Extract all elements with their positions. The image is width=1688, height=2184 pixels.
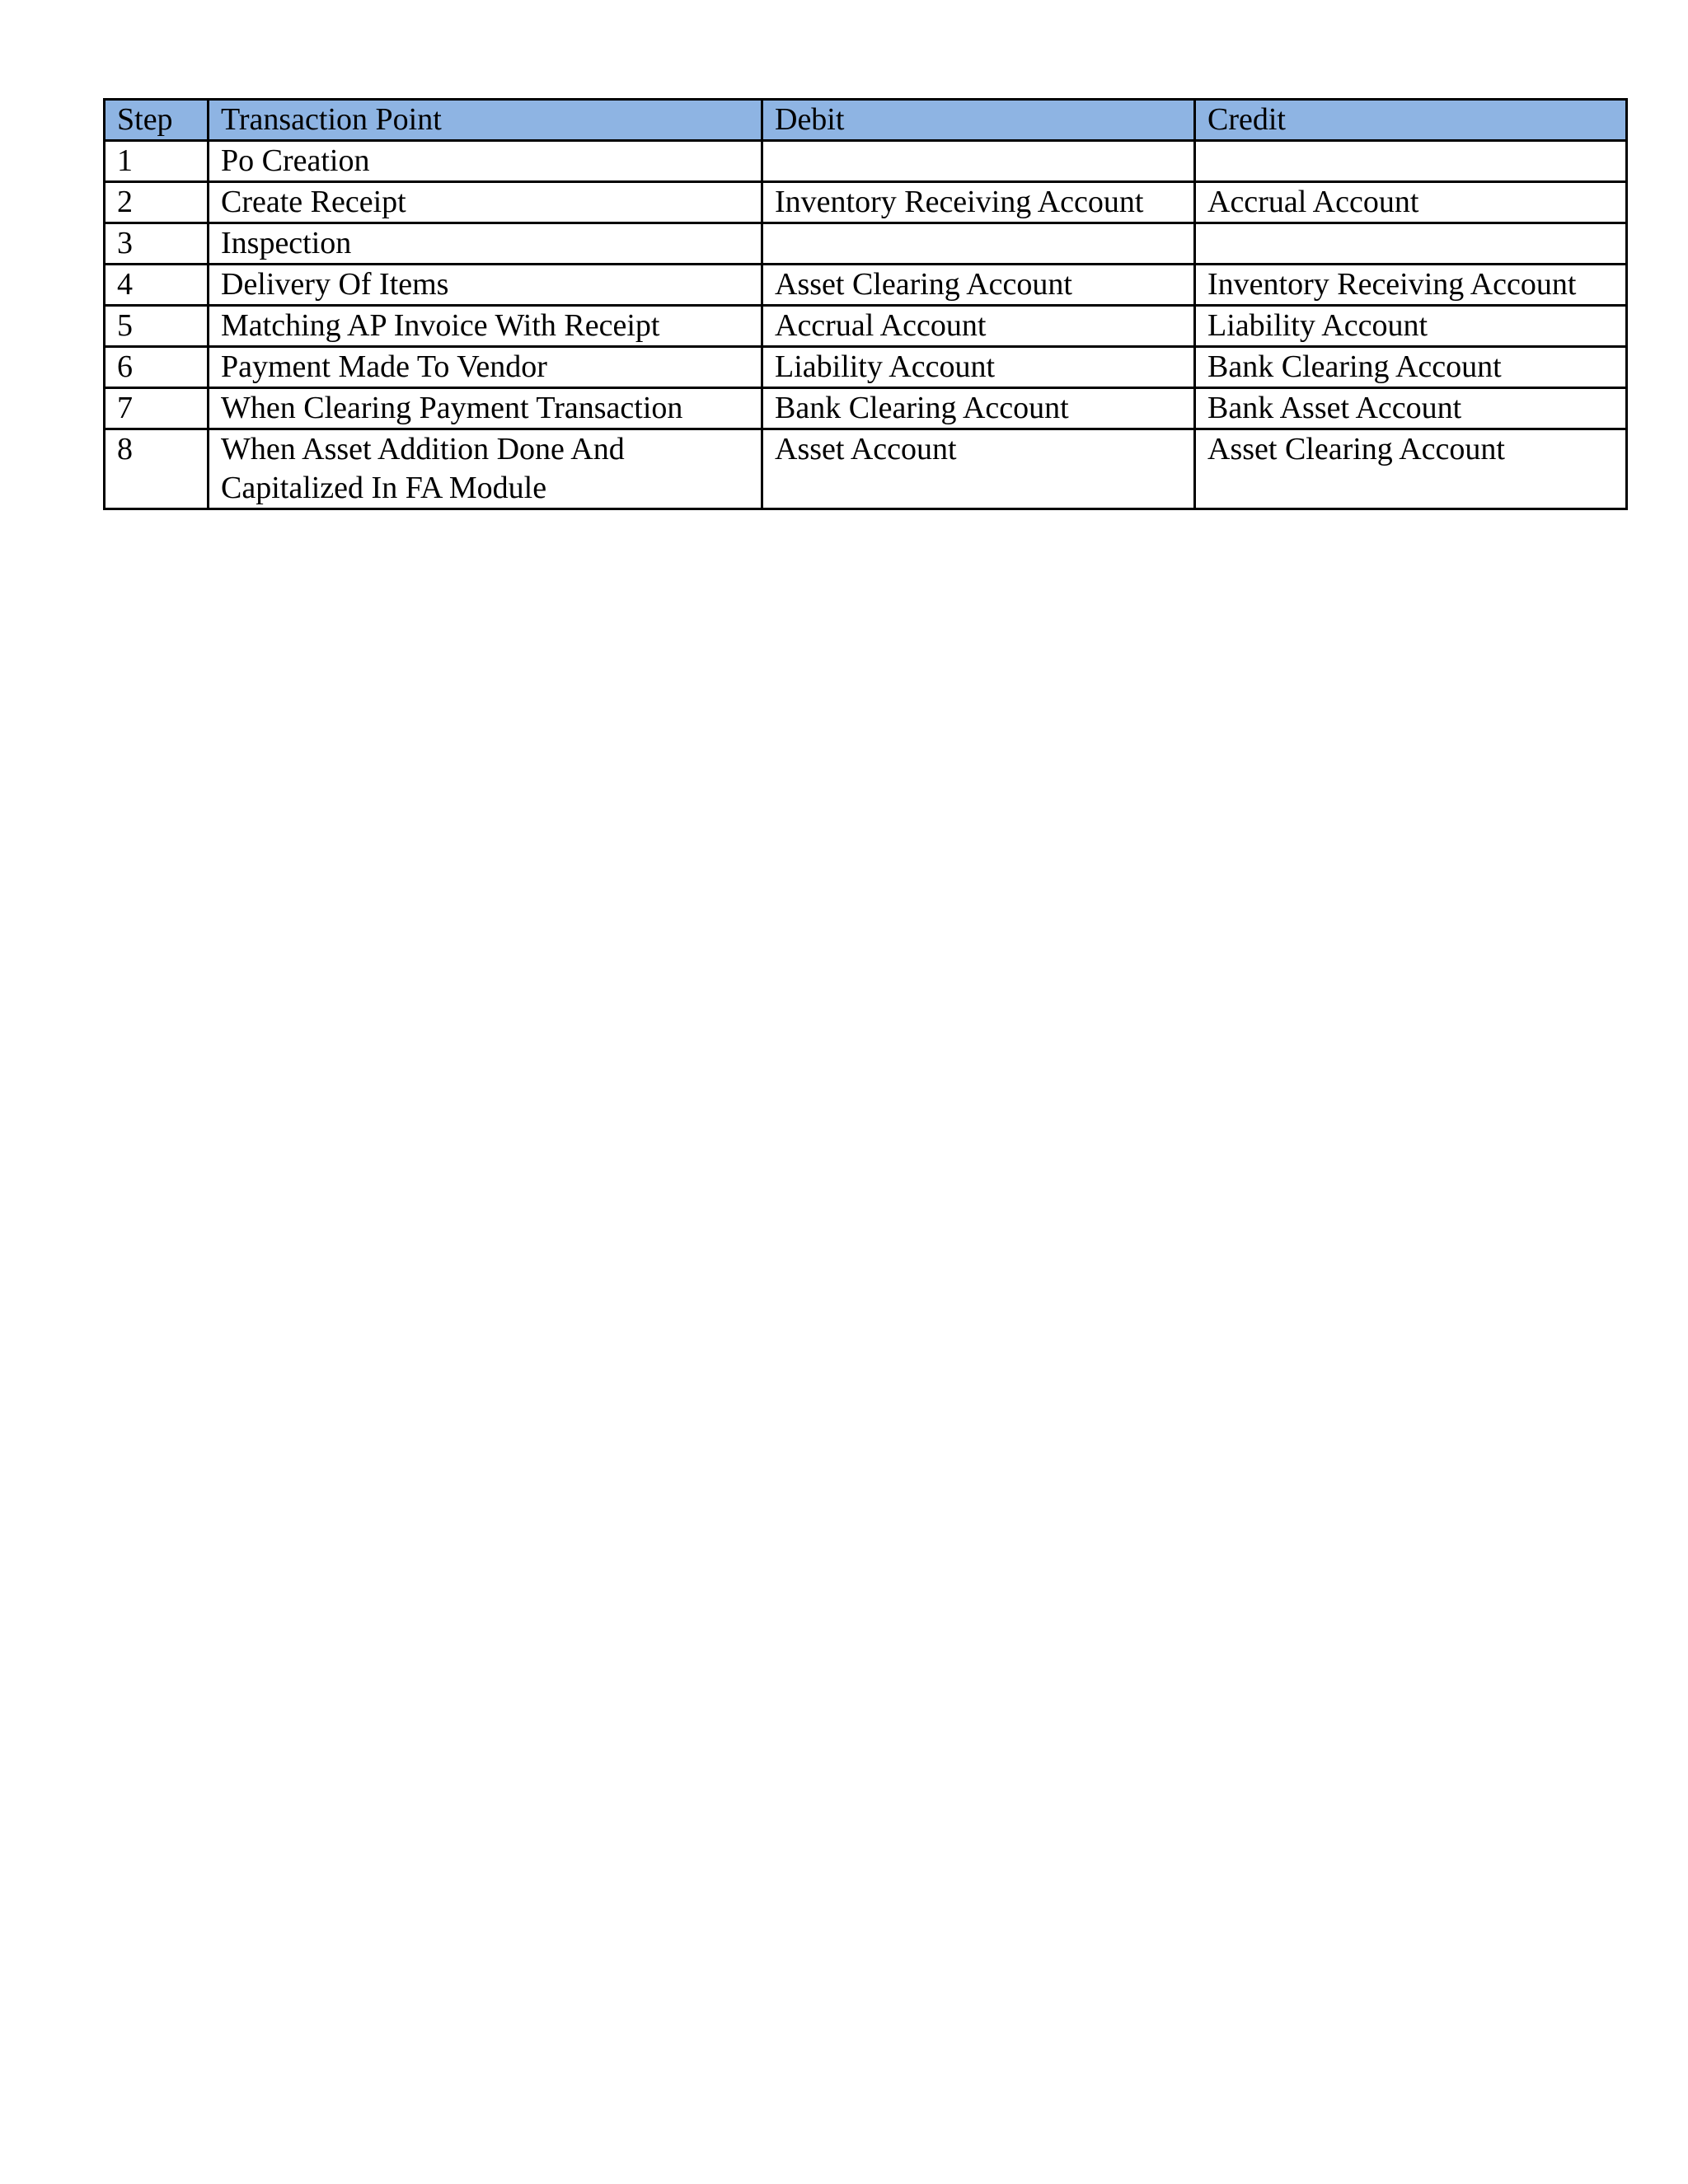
header-step: Step — [105, 100, 209, 141]
cell-credit — [1195, 223, 1627, 265]
cell-step: 1 — [105, 141, 209, 182]
table-row — [105, 265, 1627, 306]
cell-credit — [1195, 141, 1627, 182]
cell-debit — [762, 223, 1195, 265]
cell-transaction-point: Create Receipt — [209, 182, 762, 223]
cell-transaction-point: Delivery Of Items — [209, 265, 762, 306]
cell-debit — [762, 141, 1195, 182]
cell-credit: Accrual Account — [1195, 182, 1627, 223]
cell-transaction-point: Po Creation — [209, 141, 762, 182]
cell-step: 2 — [105, 182, 209, 223]
cell-step: 7 — [105, 388, 209, 429]
header-debit: Debit — [762, 100, 1195, 141]
cell-step: 8 — [105, 429, 209, 509]
cell-transaction-point: Matching AP Invoice With Receipt — [209, 306, 762, 347]
table-header-row — [105, 100, 1627, 141]
cell-step: 6 — [105, 347, 209, 388]
header-credit: Credit — [1195, 100, 1627, 141]
table-row — [105, 182, 1627, 223]
table-row — [105, 347, 1627, 388]
table-row — [105, 223, 1627, 265]
table-row — [105, 388, 1627, 429]
cell-step: 3 — [105, 223, 209, 265]
cell-credit: Bank Clearing Account — [1195, 347, 1627, 388]
table-row — [105, 306, 1627, 347]
table-body — [105, 141, 1627, 509]
cell-credit: Asset Clearing Account — [1195, 429, 1627, 509]
cell-transaction-point: When Clearing Payment Transaction — [209, 388, 762, 429]
cell-debit: Asset Account — [762, 429, 1195, 509]
table-row — [105, 141, 1627, 182]
header-transaction-point: Transaction Point — [209, 100, 762, 141]
accounting-entries-table — [103, 98, 1628, 510]
cell-credit: Liability Account — [1195, 306, 1627, 347]
table-row — [105, 429, 1627, 509]
cell-transaction-point: Payment Made To Vendor — [209, 347, 762, 388]
cell-debit: Liability Account — [762, 347, 1195, 388]
cell-step: 4 — [105, 265, 209, 306]
cell-debit: Inventory Receiving Account — [762, 182, 1195, 223]
cell-step: 5 — [105, 306, 209, 347]
cell-debit: Bank Clearing Account — [762, 388, 1195, 429]
cell-transaction-point: When Asset Addition Done And Capitalized In FA Module — [209, 429, 762, 509]
cell-credit: Bank Asset Account — [1195, 388, 1627, 429]
cell-transaction-point: Inspection — [209, 223, 762, 265]
cell-credit: Inventory Receiving Account — [1195, 265, 1627, 306]
cell-debit: Accrual Account — [762, 306, 1195, 347]
cell-debit: Asset Clearing Account — [762, 265, 1195, 306]
table-header — [105, 100, 1627, 141]
